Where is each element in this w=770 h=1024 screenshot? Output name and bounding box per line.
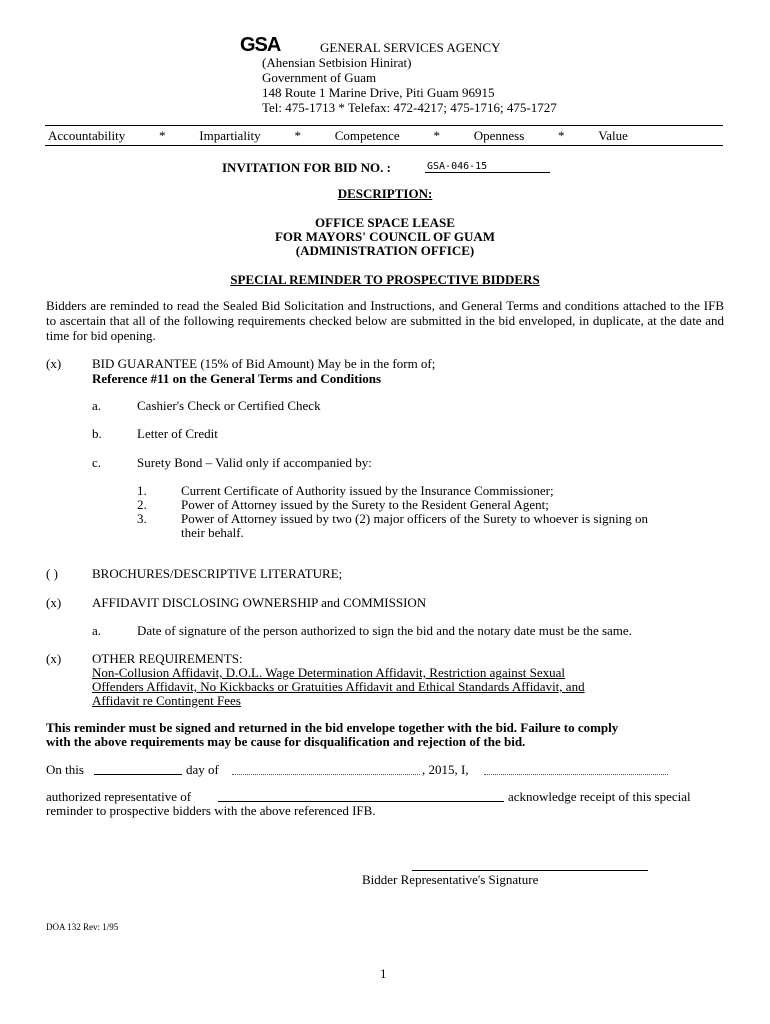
ack-company-field[interactable] [218, 790, 504, 802]
ack-acknowledge: acknowledge receipt of this special [508, 789, 691, 804]
brochures-text: BROCHURES/DESCRIPTIVE LITERATURE; [92, 566, 343, 581]
bid-title-line2: FOR MAYORS' COUNCIL OF GUAM [274, 229, 496, 244]
bid-title-line1: OFFICE SPACE LEASE [315, 215, 455, 230]
surety-sub-text: Power of Attorney issued by two (2) major officers of the Surety to whoever is signing on [181, 511, 648, 526]
header-rule-top [45, 125, 723, 126]
surety-sub-text: Current Certificate of Authority issued by the Insurance Commissioner; [181, 483, 554, 498]
value-separator: * [558, 128, 565, 143]
affidavit-item-text: Date of signature of the person authorized to sign the bid and the notary date must be the same. [137, 623, 632, 638]
guarantee-item-letter: b. [92, 426, 102, 441]
ack-year: , 2015, I, [422, 762, 469, 777]
government-name: Government of Guam [262, 70, 377, 85]
value-openness: Openness [473, 128, 525, 143]
guarantee-checkbox: (x) [46, 356, 62, 371]
intro-paragraph: Bidders are reminded to read the Sealed Bid Solicitation and Instructions, and General Terms and conditions attached to the IFB to ascertain that all of the following requirements checked below are submitted in the bid enveloped, in duplicate, at the date and time for bid opening. [46, 298, 724, 343]
ack-day-of: day of [186, 762, 219, 777]
ack-name-field[interactable] [484, 763, 668, 775]
value-value: Value [598, 128, 628, 143]
gsa-logo: GSA [240, 34, 281, 56]
value-separator: * [433, 128, 440, 143]
value-separator: * [159, 128, 166, 143]
other-line2: Offenders Affidavit, No Kickbacks or Gratuities Affidavit and Ethical Standards Affidavit, and [92, 679, 585, 694]
page-number: 1 [380, 966, 387, 981]
ack-month-field[interactable] [232, 763, 420, 775]
agency-native-name: (Ahensian Setbision Hinirat) [262, 55, 412, 70]
bid-label: INVITATION FOR BID NO. : [222, 160, 391, 175]
guarantee-line1: BID GUARANTEE (15% of Bid Amount) May be in the form of; [92, 356, 436, 371]
value-impartiality: Impartiality [199, 128, 261, 143]
ack-line2: reminder to prospective bidders with the above referenced IFB. [46, 803, 376, 818]
guarantee-line2: Reference #11 on the General Terms and Conditions [92, 371, 382, 386]
surety-sub-number: 3. [137, 511, 147, 526]
description-heading: DESCRIPTION: [337, 186, 433, 201]
ack-on-this: On this [46, 762, 84, 777]
affidavit-text: AFFIDAVIT DISCLOSING OWNERSHIP and COMMISSION [92, 595, 427, 610]
form-id: DOA 132 Rev: 1/95 [46, 922, 119, 932]
value-accountability: Accountability [48, 128, 126, 143]
surety-sub-text: Power of Attorney issued by the Surety to the Resident General Agent; [181, 497, 549, 512]
warning-line1: This reminder must be signed and returned in the bid envelope together with the bid. Failure to comply [46, 720, 619, 735]
other-heading: OTHER REQUIREMENTS: [92, 651, 243, 666]
agency-name: GENERAL SERVICES AGENCY [320, 40, 501, 55]
guarantee-item-text: Letter of Credit [137, 426, 218, 441]
bid-number-field [425, 155, 550, 173]
core-values-row [48, 128, 628, 144]
reminder-heading: SPECIAL REMINDER TO PROSPECTIVE BIDDERS [230, 272, 540, 287]
agency-phones: Tel: 475-1713 * Telefax: 472-4217; 475-1716; 475-1727 [262, 100, 557, 115]
ack-day-field[interactable] [94, 763, 182, 775]
agency-address: 148 Route 1 Marine Drive, Piti Guam 96915 [262, 85, 495, 100]
signature-label: Bidder Representative's Signature [362, 872, 539, 887]
warning-line2: with the above requirements may be cause for disqualification and rejection of the bid. [46, 734, 526, 749]
other-checkbox: (x) [46, 651, 62, 666]
surety-sub-text-cont: their behalf. [181, 525, 244, 540]
surety-sub-number: 2. [137, 497, 147, 512]
guarantee-item-text: Cashier's Check or Certified Check [137, 398, 321, 413]
affidavit-checkbox: (x) [46, 595, 62, 610]
bid-number: GSA-046-15 [427, 161, 488, 172]
signature-line[interactable] [412, 870, 648, 871]
header-rule-bottom [45, 145, 723, 146]
value-separator: * [294, 128, 301, 143]
value-competence: Competence [334, 128, 400, 143]
surety-sub-number: 1. [137, 483, 147, 498]
guarantee-item-text: Surety Bond – Valid only if accompanied by: [137, 455, 372, 470]
bid-title-line3: (ADMINISTRATION OFFICE) [295, 243, 475, 258]
guarantee-item-letter: a. [92, 398, 102, 413]
other-line1: Non-Collusion Affidavit, D.O.L. Wage Determination Affidavit, Restriction against Sexual [92, 665, 566, 680]
affidavit-item-letter: a. [92, 623, 102, 638]
other-line3: Affidavit re Contingent Fees [92, 693, 241, 708]
brochures-checkbox: ( ) [46, 566, 58, 581]
ack-authorized: authorized representative of [46, 789, 192, 804]
guarantee-item-letter: c. [92, 455, 102, 470]
